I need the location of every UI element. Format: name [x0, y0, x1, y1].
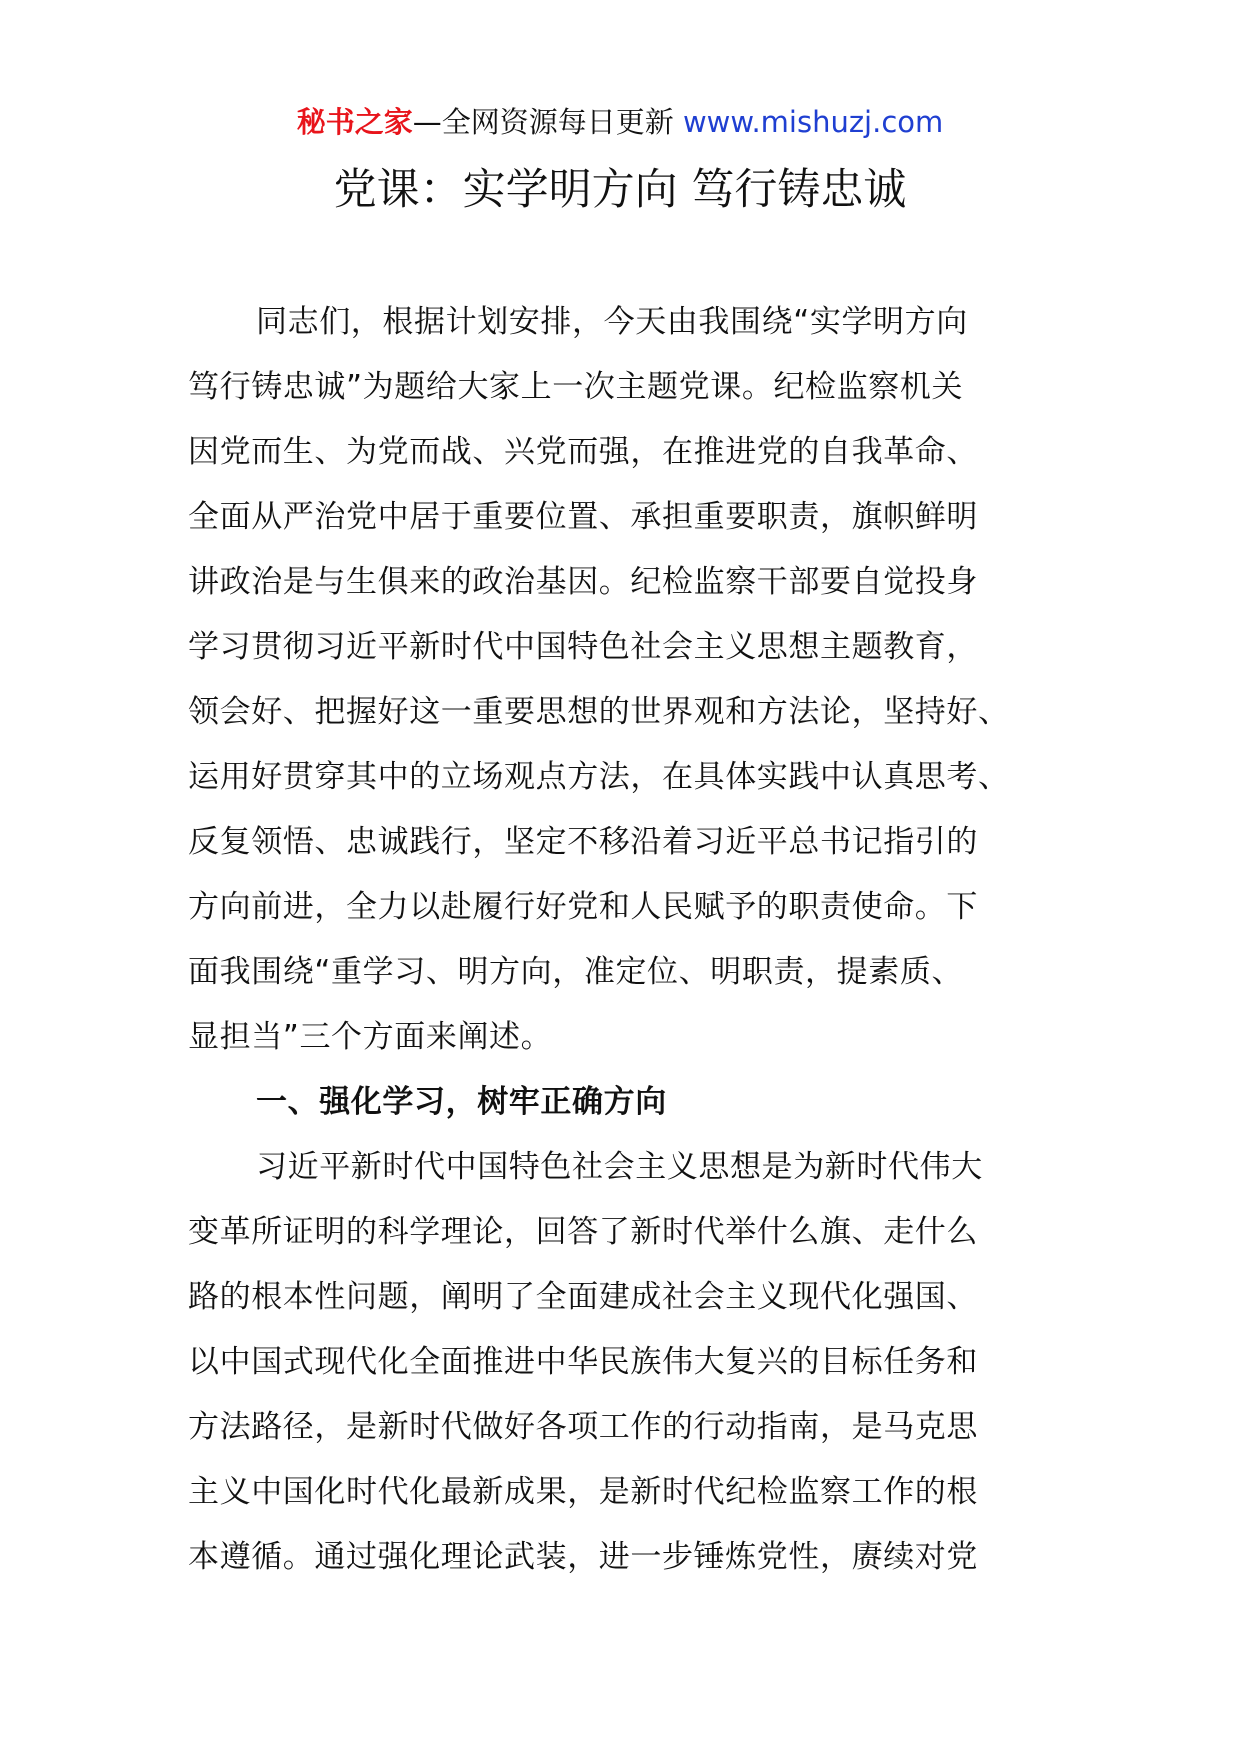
paragraph-line: 以中国式现代化全面推进中华民族伟大复兴的目标任务和	[188, 1344, 978, 1380]
paragraph-line: 变革所证明的科学理论，回答了新时代举什么旗、走什么	[188, 1214, 978, 1250]
paragraph-line: 领会好、把握好这一重要思想的世界观和方法论，坚持好、	[188, 694, 1010, 730]
paragraph-line: 本遵循。通过强化理论武装，进一步锤炼党性，赓续对党	[188, 1539, 978, 1575]
paragraph-line: 讲政治是与生俱来的政治基因。纪检监察干部要自觉投身	[188, 564, 978, 600]
brand-name: 秘书之家	[296, 105, 413, 139]
paragraph-line: 面我围绕“重学习、明方向，准定位、明职责，提素质、	[188, 954, 964, 990]
paragraph-line: 方法路径，是新时代做好各项工作的行动指南，是马克思	[188, 1409, 978, 1445]
paragraph-line: 运用好贯穿其中的立场观点方法，在具体实践中认真思考、	[188, 759, 1010, 795]
site-header	[0, 100, 1240, 144]
paragraph-line: 学习贯彻习近平新时代中国特色社会主义思想主题教育，	[188, 629, 978, 665]
document-body	[188, 290, 1042, 1590]
paragraph-line: 习近平新时代中国特色社会主义思想是为新时代伟大	[256, 1149, 983, 1185]
paragraph-line: 显担当”三个方面来阐述。	[188, 1019, 553, 1055]
site-url[interactable]: www.mishuzj.com	[682, 105, 944, 139]
paragraph-line: 全面从严治党中居于重要位置、承担重要职责，旗帜鲜明	[188, 499, 978, 535]
document-title: 党课：实学明方向 笃行铸忠诚	[333, 165, 907, 215]
paragraph-line: 主义中国化时代化最新成果，是新时代纪检监察工作的根	[188, 1474, 978, 1510]
header-tagline: —全网资源每日更新	[412, 105, 683, 139]
paragraph-line: 因党而生、为党而战、兴党而强，在推进党的自我革命、	[188, 434, 978, 470]
paragraph-line: 同志们，根据计划安排，今天由我围绕“实学明方向	[256, 304, 968, 340]
paragraph-line: 笃行铸忠诚”为题给大家上一次主题党课。纪检监察机关	[188, 369, 964, 405]
paragraph-line: 路的根本性问题，阐明了全面建成社会主义现代化强国、	[188, 1279, 978, 1315]
paragraph-line: 方向前进，全力以赴履行好党和人民赋予的职责使命。下	[188, 889, 978, 925]
paragraph-line: 反复领悟、忠诚践行，坚定不移沿着习近平总书记指引的	[188, 824, 978, 860]
section-heading: 一、强化学习，树牢正确方向	[256, 1084, 667, 1120]
